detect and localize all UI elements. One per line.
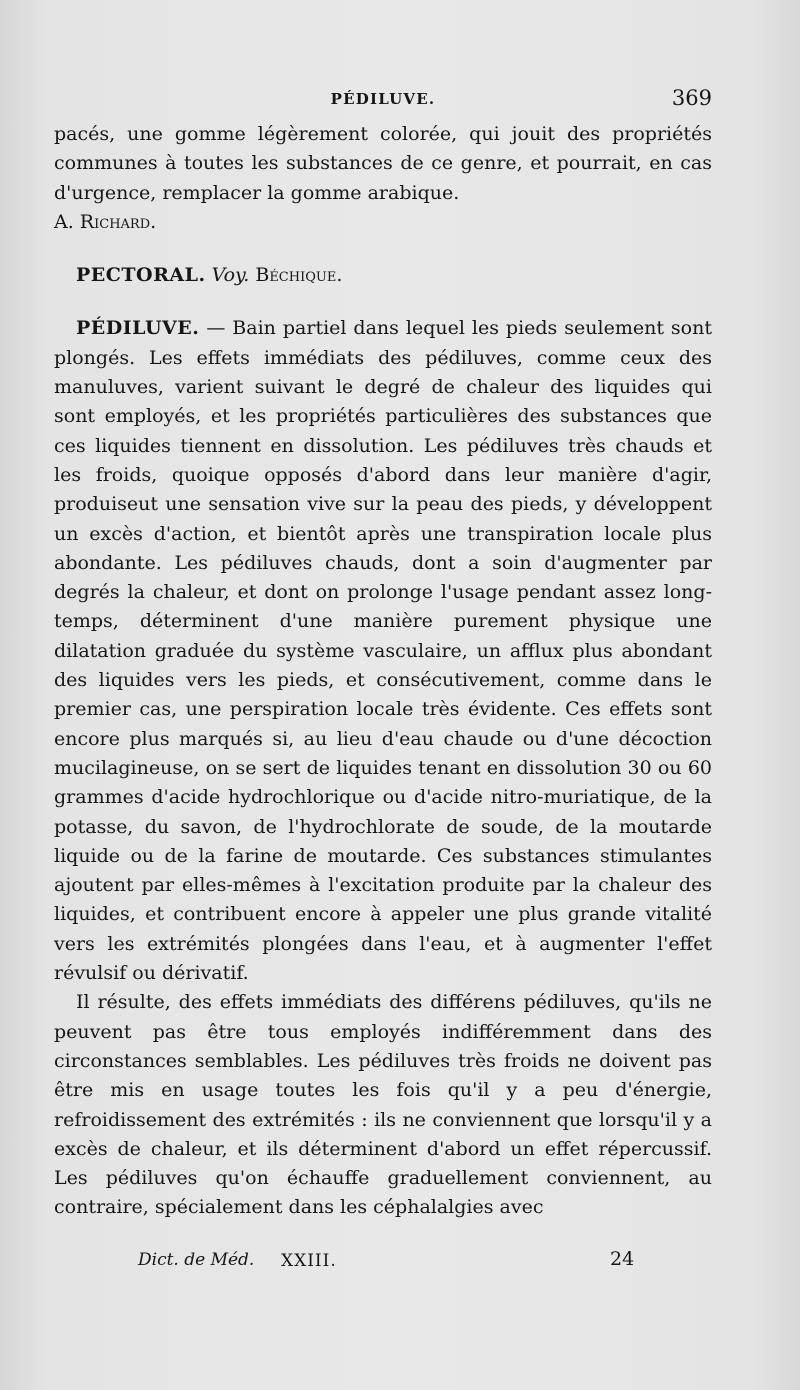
- text-column: [54, 120, 712, 1223]
- continuation-paragraph: pacés, une gomme légèrement colorée, qui jouit des propriétés communes à toutes les substances de ce genre, et pourrait, en cas d'urgence, remplacer la gomme arabique.: [54, 123, 712, 204]
- volume-mark: XXIII.: [281, 1251, 337, 1271]
- see-also-label: Voy.: [211, 264, 250, 287]
- author-signature: A. Richard.: [54, 210, 157, 233]
- sheet-number: 24: [610, 1248, 635, 1270]
- page-number: 369: [671, 86, 712, 110]
- page-footer: [54, 1248, 712, 1276]
- entry-pectoral: [54, 261, 712, 290]
- entry-pediluve-text: — Bain partiel dans lequel les pieds seulement sont plongés. Les effets immédiats des pédiluves, comme ceux des manuluves, varient suivant le degré de chaleur des liquides qui sont employés, et les propriétés particulières des substances que ces liquides tiennent en dissolution. Les pédiluves très chauds et les froids, quoique opposés d'abord dans leur manière d'agir, produiseut une sensation vive sur la peau des pieds, y développent un excès d'action, et bientôt après une transpiration locale plus abondante. Les pédiluves chauds, dont a soin d'augmenter par degrés la chaleur, et dont on prolonge l'usage pendant assez long-temps, déterminent d'une manière purement physique une dilatation graduée du système vasculaire, un afflux plus abondant des liquides vers les pieds, et consécutivement, comme dans le premier cas, une perspiration locale très évidente. Ces effets sont encore plus marqués si, au lieu d'eau chaude ou d'une décoction mucilagineuse, on se sert de liquides tenant en dissolution 30 ou 60 grammes d'acide hydrochlorique ou d'acide nitro-muriatique, de la potasse, du savon, de l'hydrochlorate de soude, de la moutarde liquide ou de la farine de moutarde. Ces substances stimulantes ajoutent par elles-mêmes à l'excitation produite par la chaleur des liquides, et contribuent encore à appeler une plus grande vitalité vers les extrémités plongées dans l'eau, et à augmenter l'effet révulsif ou dérivatif.: [54, 317, 712, 985]
- running-title: PÉDILUVE.: [330, 90, 436, 108]
- paragraph-effects: Il résulte, des effets immédiats des différens pédiluves, qu'ils ne peuvent pas être tous employés indifféremment dans des circonstances semblables. Les pédiluves très froids ne doivent pas être mis en usage toutes les fois qu'il y a peu d'énergie, refroidissement des extrémités : ils ne conviennent que lorsqu'il y a excès de chaleur, et ils déterminent d'abord un effet répercussif. Les pédiluves qu'on échauffe graduellement conviennent, au contraire, spécialement dans les céphalalgies avec: [54, 991, 712, 1219]
- running-head: [54, 86, 712, 114]
- printer-signature-mark: Dict. de Méd.: [138, 1250, 255, 1270]
- entry-pediluve: [54, 314, 712, 988]
- headword-pediluve: PÉDILUVE.: [76, 317, 200, 340]
- cross-reference: Béchique.: [255, 264, 343, 287]
- headword-pectoral: PECTORAL.: [76, 264, 206, 287]
